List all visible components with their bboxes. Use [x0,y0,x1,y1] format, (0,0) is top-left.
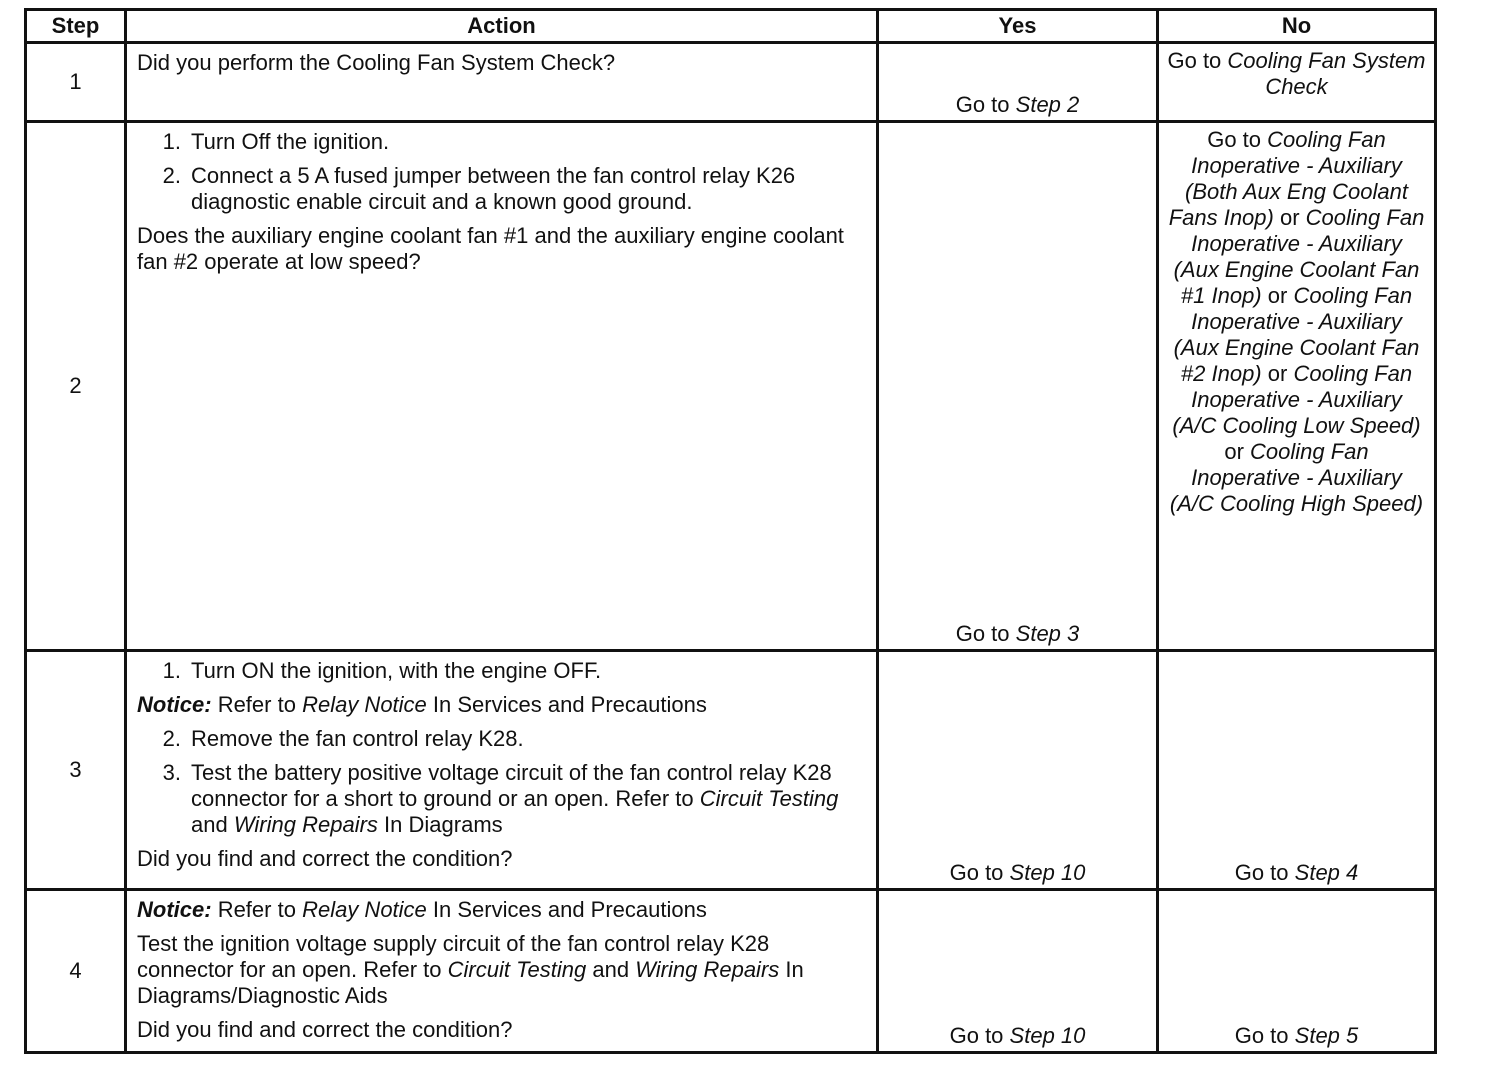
yes-prefix: Go to [955,92,1010,117]
ref-wiring-repairs[interactable]: Wiring Repairs [635,957,780,982]
no-cell[interactable] [1158,890,1436,1053]
header-row [26,10,1436,43]
no-joiner: or [1224,439,1244,464]
no-option[interactable]: Cooling Fan Inoperative - Auxiliary (Aux Engine Coolant Fan #2 Inop) [1173,283,1420,386]
action-cell [126,651,878,890]
action-question: Did you find and correct the condition? [137,846,513,871]
notice-ref[interactable]: Relay Notice [302,897,427,922]
header-yes: Yes [878,10,1158,43]
header-step: Step [26,10,126,43]
yes-target[interactable]: Step 10 [1009,860,1086,885]
notice-pre: Refer to [217,897,296,922]
table-row [26,651,1436,890]
table-row [26,122,1436,651]
action-cell [126,890,878,1053]
no-cell[interactable] [1158,43,1436,122]
no-option[interactable]: Cooling Fan Inoperative - Auxiliary (Aux Engine Coolant Fan #1 Inop) [1173,205,1425,308]
table-row [26,890,1436,1053]
no-option[interactable]: Cooling Fan Inoperative - Auxiliary (A/C Cooling High Speed) [1169,439,1424,516]
yes-cell[interactable] [878,890,1158,1053]
notice-post: In Services and Precautions [432,897,707,922]
no-target[interactable]: Step 4 [1294,860,1359,885]
ref-wiring-repairs[interactable]: Wiring Repairs [233,812,378,837]
no-joiner: or [1267,283,1288,308]
yes-target[interactable]: Step 10 [1009,1023,1086,1048]
notice-ref[interactable]: Relay Notice [302,692,427,717]
item-text: Remove the fan control relay K28. [191,726,524,751]
item-text: Connect a 5 A fused jumper between the fan control relay K26 diagnostic enable circuit and a known good ground. [191,163,796,214]
yes-cell[interactable] [878,122,1158,651]
step-number: 2 [26,122,126,651]
ref-circuit-testing[interactable]: Circuit Testing [699,786,839,811]
item-number: 1. [162,129,181,154]
notice-label: Notice: [137,692,212,717]
header-action: Action [126,10,878,43]
no-cell[interactable] [1158,122,1436,651]
action-item [137,658,864,684]
table-row [26,43,1436,122]
ref-post: In Diagrams/Diagnostic Aids [137,957,804,1008]
notice-post: In Services and Precautions [432,692,707,717]
item-text: Turn ON the ignition, with the engine OFF. [191,658,602,683]
item-text: Turn Off the ignition. [191,129,390,154]
and-word: and [592,957,630,982]
and-word: and [191,812,228,837]
no-joiner: or [1279,205,1300,230]
no-joiner: or [1267,361,1288,386]
no-option[interactable]: Cooling Fan Inoperative - Auxiliary (Both Aux Eng Coolant Fans Inop) [1168,127,1408,230]
no-prefix: Go to [1167,48,1222,73]
action-item [137,726,864,752]
yes-prefix: Go to [949,860,1004,885]
item-number: 2. [162,163,181,188]
notice-line [137,897,864,923]
ref-post: In Diagrams [384,812,503,837]
item-text: Test the battery positive voltage circuit of the fan control relay K28 connector for a short to ground or an open. Refer to [191,760,832,811]
notice-line [137,692,864,718]
item-text-wrap [191,760,864,838]
no-target[interactable]: Cooling Fan System Check [1227,48,1426,99]
action-question: Does the auxiliary engine coolant fan #1 and the auxiliary engine coolant fan #2 operate at low speed? [137,223,844,274]
yes-cell[interactable] [878,43,1158,122]
no-prefix: Go to [1234,860,1289,885]
item-number: 1. [162,658,181,683]
item-number: 3. [162,760,181,785]
action-item [137,760,864,838]
action-item [137,163,864,215]
step-number: 4 [26,890,126,1053]
diagnostic-table [24,8,1437,1054]
action-question: Did you perform the Cooling Fan System Check? [137,50,616,75]
action-item [137,129,864,155]
no-target[interactable]: Step 5 [1294,1023,1359,1048]
no-prefix: Go to [1234,1023,1289,1048]
action-cell [126,43,878,122]
header-no: No [1158,10,1436,43]
notice-pre: Refer to [217,692,296,717]
yes-cell[interactable] [878,651,1158,890]
yes-target[interactable]: Step 2 [1015,92,1080,117]
yes-prefix: Go to [955,621,1010,646]
test-line [137,931,864,1009]
ref-circuit-testing[interactable]: Circuit Testing [447,957,587,982]
no-prefix: Go to [1207,127,1262,152]
item-number: 2. [162,726,181,751]
notice-label: Notice: [137,897,212,922]
action-question: Did you find and correct the condition? [137,1017,513,1042]
yes-target[interactable]: Step 3 [1015,621,1080,646]
step-number: 3 [26,651,126,890]
action-cell [126,122,878,651]
step-number: 1 [26,43,126,122]
test-text: Test the ignition voltage supply circuit of the fan control relay K28 connector for an open. Refer to [137,931,770,982]
no-cell[interactable] [1158,651,1436,890]
yes-prefix: Go to [949,1023,1004,1048]
no-option[interactable]: Cooling Fan Inoperative - Auxiliary (A/C Cooling Low Speed) [1172,361,1421,438]
